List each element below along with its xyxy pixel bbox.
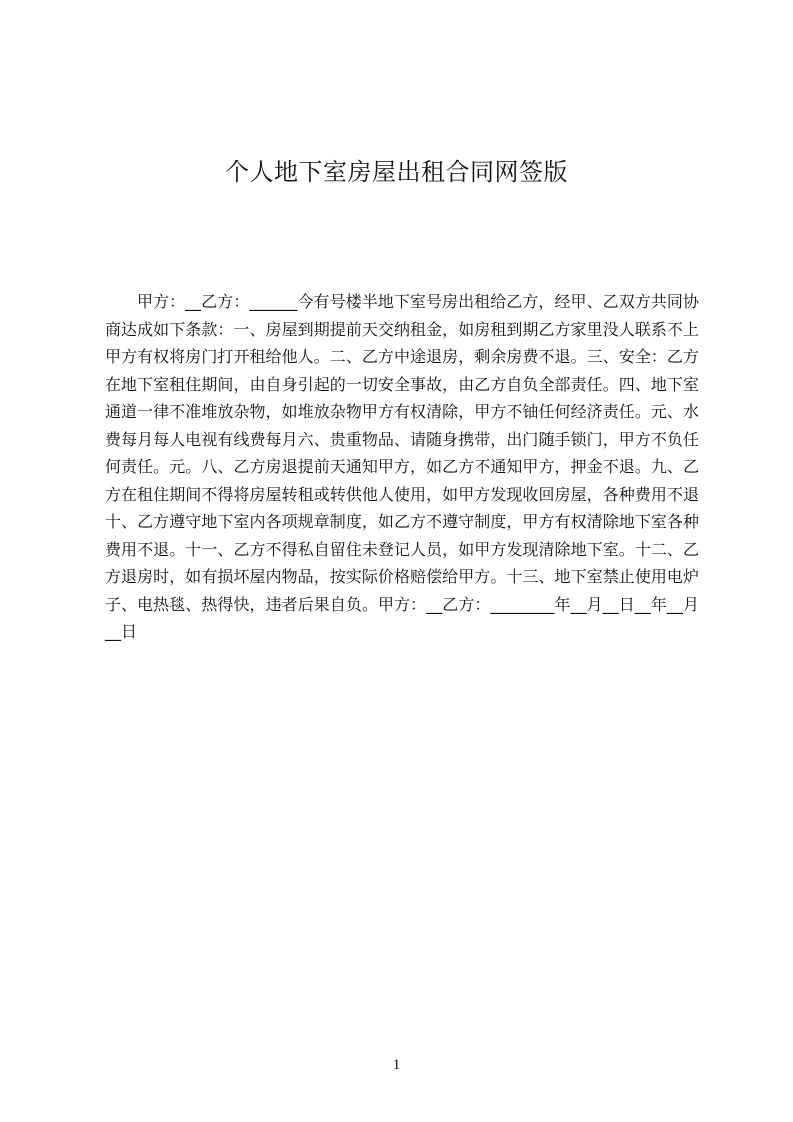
document-title: 个人地下室房屋出租合同网签版 xyxy=(225,158,568,187)
page-number: 1 xyxy=(392,1057,401,1073)
contract-body-paragraph: 甲方：__乙方：______今有号楼半地下室号房出租给乙方，经甲、乙双方共同协商达成如下条款：一、房屋到期提前天交纳租金，如房租到期乙方家里没人联系不上甲方有权将房门打开租给他人。二、乙方中途退房，剩余房费不退。三、安全：乙方在地下室租住期间，由自身引起的一切安全事故，由乙方自负全部责任。四、地下室通道一律不准堆放杂物，如堆放杂物甲方有权清除，甲方不铀任何经济责任。元、水费每月每人电视有线费每月六、贵重物品、请随身携带，出门随手锁门，甲方不负任何责任。元。八、乙方房退提前天通知甲方，如乙方不通知甲方，押金不退。九、乙方在租住期间不得将房屋转租或转供他人使用，如甲方发现收回房屋，各种费用不退十、乙方遵守地下室内各项规章制度，如乙方不遵守制度，甲方有权清除地下室各种费用不退。十一、乙方不得私自留住未登记人员，如甲方发现清除地下室。十二、乙方退房时，如有损坏屋内物品，按实际价格赔偿给甲方。十三、地下室禁止使用电炉子、电热毯、热得快，违者后果自负。甲方：__乙方：________年__月__日__年__月__日 xyxy=(105,292,699,641)
